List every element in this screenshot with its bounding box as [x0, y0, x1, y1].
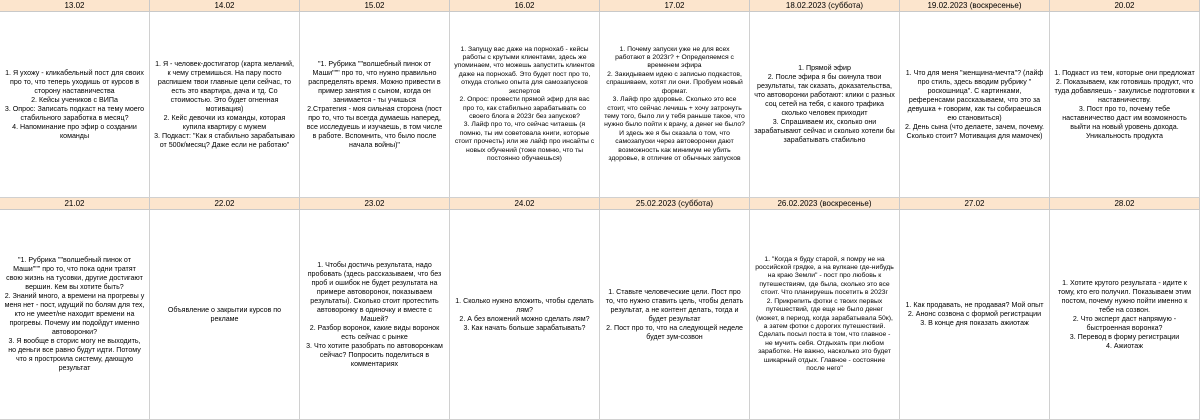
post-list [604, 288, 745, 342]
plan-cell-20-02[interactable] [1050, 12, 1200, 198]
post-item: 1. Сколько нужно вложить, чтобы сделать лям? [455, 296, 594, 314]
plan-cell-25-02[interactable] [600, 210, 750, 420]
date-header-22-02[interactable]: 22.02 [150, 198, 300, 210]
post-item: 3. Я вообще в сторис могу не выходить, но деньги все равно будут идти. Потому что я простроила систему, дающую результат [8, 337, 141, 372]
date-header-28-02[interactable]: 28.02 [1050, 198, 1200, 210]
date-header-15-02[interactable]: 15.02 [300, 0, 450, 12]
post-list [904, 69, 1045, 141]
post-list [754, 64, 895, 145]
post-item: "1. Рубрика ""волшебный пинок от Маши""" про то, что нужно правильно распределять время. Можно привести в пример занятия с сыном, когда он занимается - ты учишься [308, 59, 441, 104]
post-item: 1. Ставьте человеческие цели. Пост про то, что нужно ставить цель, чтобы делать результат, а не контент делать, тогда и будет результат [605, 287, 744, 323]
post-list [154, 306, 295, 324]
post-list [1054, 69, 1195, 141]
post-item: 1. Подкаст из тем, которые они предложат [1054, 68, 1195, 77]
post-list [754, 256, 895, 374]
post-item: 1. Как продавать, не продавая? Мой опыт [905, 301, 1044, 309]
post-item: 1. Чтобы достичь результата, надо пробовать (здесь рассказываем, что без проб и ошибок не будет результата на примере автоворонок, показываем результаты). Сколько стоит протестить автоворонку в одиночку и вместе с Машей? [307, 260, 442, 323]
post-item: 1. Запущу вас даже на порнохаб - кейсы работы с крутыми клиентами, здесь же упоминаем, что можешь запустить клиентов даже на порнохаб. Это будет пост про то, откуда столько опыта для самозапусков экспертов [454, 45, 595, 95]
plan-cell-16-02[interactable] [450, 12, 600, 198]
post-item: 1. "Когда я буду старой, я помру не на российской грядке, а на вулкане где-нибудь на краю Земли" - пост про любовь к путешествиям, где была, сколько это все стоит. Что планируешь посетить в 2023г [755, 255, 894, 297]
post-item: 2. Знаний много, а времени на прогревы у меня нет - пост, идущий по болям для тех, кто не умеет/не находит времени на прогревы. Почему им подойдут именно автоворонки? [4, 292, 145, 336]
post-list [454, 46, 595, 164]
post-item: 3. Перевод в форму регистрации [1069, 332, 1180, 341]
date-header-23-02[interactable]: 23.02 [300, 198, 450, 210]
plan-cell-26-02[interactable] [750, 210, 900, 420]
date-header-26-02[interactable]: 26.02.2023 (воскресенье) [750, 198, 900, 210]
post-list [454, 297, 595, 333]
post-item: 2. После эфира я бы скинула твои результаты, так сказать, доказательства, что автоворонки работают: клики с разных соц сетей на тебя, с какого трафика сколько человек приходит [754, 73, 895, 117]
post-item: 4. Напоминание про эфир о создании команды [12, 122, 137, 140]
plan-cell-17-02[interactable] [600, 12, 750, 198]
post-item: 3. Лайф про здоровье. Сколько это все стоит, что сейчас лечишь + хочу затронуть тему того, было ли у тебя раньше такое, что нужно было пойти к врачу, а денег не было? И здесь же я бы сказала о том, что самозапуски через автоворонки дают возможность как минимум не убить здоровье, в отличие от обычных запусков [604, 96, 745, 162]
date-header-16-02[interactable]: 16.02 [450, 0, 600, 12]
post-item: 2. А без вложений можно сделать лям? [459, 314, 590, 323]
date-header-14-02[interactable]: 14.02 [150, 0, 300, 12]
post-item: 2. Анонс созвона с формой регистрации [907, 310, 1042, 318]
post-item: 2. Кейсы учеников с ВИПа [31, 95, 118, 104]
post-item: "1. Рубрика ""волшебный пинок от Маши""" про то, что пока одни тратят свою жизнь на тусовки, другие достигают вершин. Кем вы хотите быть? [6, 256, 143, 291]
post-list [154, 60, 295, 150]
plan-cell-28-02[interactable] [1050, 210, 1200, 420]
plan-cell-18-02[interactable] [750, 12, 900, 198]
post-list [604, 46, 745, 164]
post-item: 2. Что эксперт даст напрямую - быстроенная воронка? [1072, 314, 1177, 332]
post-item: 1. Хотите крутого результата - идите к тому, кто его получил. Показываем этим постом, почему нужно пойти именно к тебе на созвон. [1058, 278, 1191, 314]
date-header-25-02[interactable]: 25.02.2023 (суббота) [600, 198, 750, 210]
date-header-21-02[interactable]: 21.02 [0, 198, 150, 210]
post-item: 2. День сына (что делаете, зачем, почему. Сколько стоит? Мотивация для мамочек) [904, 122, 1045, 140]
post-list [304, 60, 445, 150]
post-item: 1. Я - человек-достигатор (карта желаний, к чему стремишься. На пару посто распишем твои главные цели сейчас, то есть это квартира, дача и тд. Со стоимостью. Это будет огненная мотивация) [155, 59, 294, 113]
plan-cell-14-02[interactable] [150, 12, 300, 198]
post-item: 2. Кейс девочки из команды, которая купила квартиру с мужем [163, 113, 286, 131]
post-item: 2. Разбор воронок, какие виды воронок есть сейчас с рынке [309, 323, 440, 341]
post-item: 3. Пост про то, почему тебе наставничество даст им возможность выйти на новый уровень дохода. Уникальность продукта [1062, 104, 1187, 140]
plan-cell-22-02[interactable] [150, 210, 300, 420]
post-item: 3. Как начать больше зарабатывать? [463, 323, 586, 332]
post-item: 1. Почему запуски уже не для всех работают в 2023г? + Определяемся с временем эфира [615, 45, 734, 70]
post-list [906, 301, 1044, 328]
post-item: Объявление о закрытии курсов по рекламе [167, 305, 282, 323]
date-header-13-02[interactable]: 13.02 [0, 0, 150, 12]
plan-cell-13-02[interactable] [0, 12, 150, 198]
post-item: 4. Ажиотаж [1106, 341, 1143, 350]
post-item: 2. Показываем, как готовишь продукт, что туда добавляешь - закулисье подготовки к наставничеству. [1054, 77, 1195, 104]
post-item: 3. Спрашиваем их, сколько они зарабатывают сейчас и сколько хотели бы зарабатывать стабильно [754, 118, 895, 144]
date-header-20-02[interactable]: 20.02 [1050, 0, 1200, 12]
post-item: 3. Лайф про то, что сейчас читаешь (я помню, ты им советовала книги, которые стоит прочесть) или же лайф про инсайты с новых обучений (тоже помню, что ты постоянно обучаешься) [454, 121, 595, 162]
date-header-17-02[interactable]: 17.02 [600, 0, 750, 12]
post-item: 2. Опрос: провести прямой эфир для вас про то, как стабильно зарабатывать со своего блога в 2023г без запусков? [459, 96, 590, 120]
date-header-27-02[interactable]: 27.02 [900, 198, 1050, 210]
post-item: 3. Подкаст: "Как я стабильно зарабатываю от 500к/месяц? Даже если не работаю" [154, 131, 295, 149]
date-header-18-02[interactable]: 18.02.2023 (суббота) [750, 0, 900, 12]
post-item: 3. В конце дня показать ажиотаж [920, 319, 1029, 327]
plan-cell-21-02[interactable] [0, 210, 150, 420]
post-list [1054, 279, 1195, 351]
post-list [4, 69, 145, 141]
post-item: 3. Что хотите разобрать по автоворонкам сейчас? Попросить поделиться в комментариях [306, 341, 443, 368]
post-item: 1. Что для меня "женщина-мечта"? (лайф про стиль, здесь вводим рубрику " роскошница". С картинками, референсами рассказываем, что это за девушка + говорим, как ты собираешься ею становиться) [905, 68, 1044, 122]
post-list [4, 256, 145, 373]
post-item: 2.Стратегия - моя сильная сторона (пост про то, что ты всегда думаешь наперед, все исследуешь и изучаешь, в том числе в работе. Вспомнить, что было после начала войны)" [306, 104, 443, 149]
post-list [304, 261, 445, 369]
plan-cell-15-02[interactable] [300, 12, 450, 198]
plan-cell-24-02[interactable] [450, 210, 600, 420]
date-header-19-02[interactable]: 19.02.2023 (воскресенье) [900, 0, 1050, 12]
post-item: 1. Я ухожу - кликабельный пост для своих про то, что теперь уходишь от курсов в сторону наставничества [5, 68, 144, 95]
post-item: 2. Закидываем идею с записью подкастов, спрашиваем, хотят ли они. Пробуем новый формат. [606, 70, 743, 95]
date-header-24-02[interactable]: 24.02 [450, 198, 600, 210]
post-item: 1. Прямой эфир [798, 64, 851, 72]
plan-cell-19-02[interactable] [900, 12, 1050, 198]
plan-cell-27-02[interactable] [900, 210, 1050, 420]
post-item: 2. Пост про то, что на следующей неделе будет зум-созвон [606, 323, 743, 341]
plan-cell-23-02[interactable] [300, 210, 450, 420]
post-item: 3. Опрос: Записать подкаст на тему моего стабильного заработка в месяц? [4, 104, 145, 122]
post-item: 2. Прикрепить фотки с твоих первых путешествий, где еще не было денег (может, в период, когда зарабатывала 50к), а затем фотки с дорогих путешествий. Сделать посыл поста в том, что главное - не мучить себя. Отдыхать при любом заработке. Не важно, насколько это будет шикарный отдых. Главное - состояние после него" [756, 297, 893, 372]
